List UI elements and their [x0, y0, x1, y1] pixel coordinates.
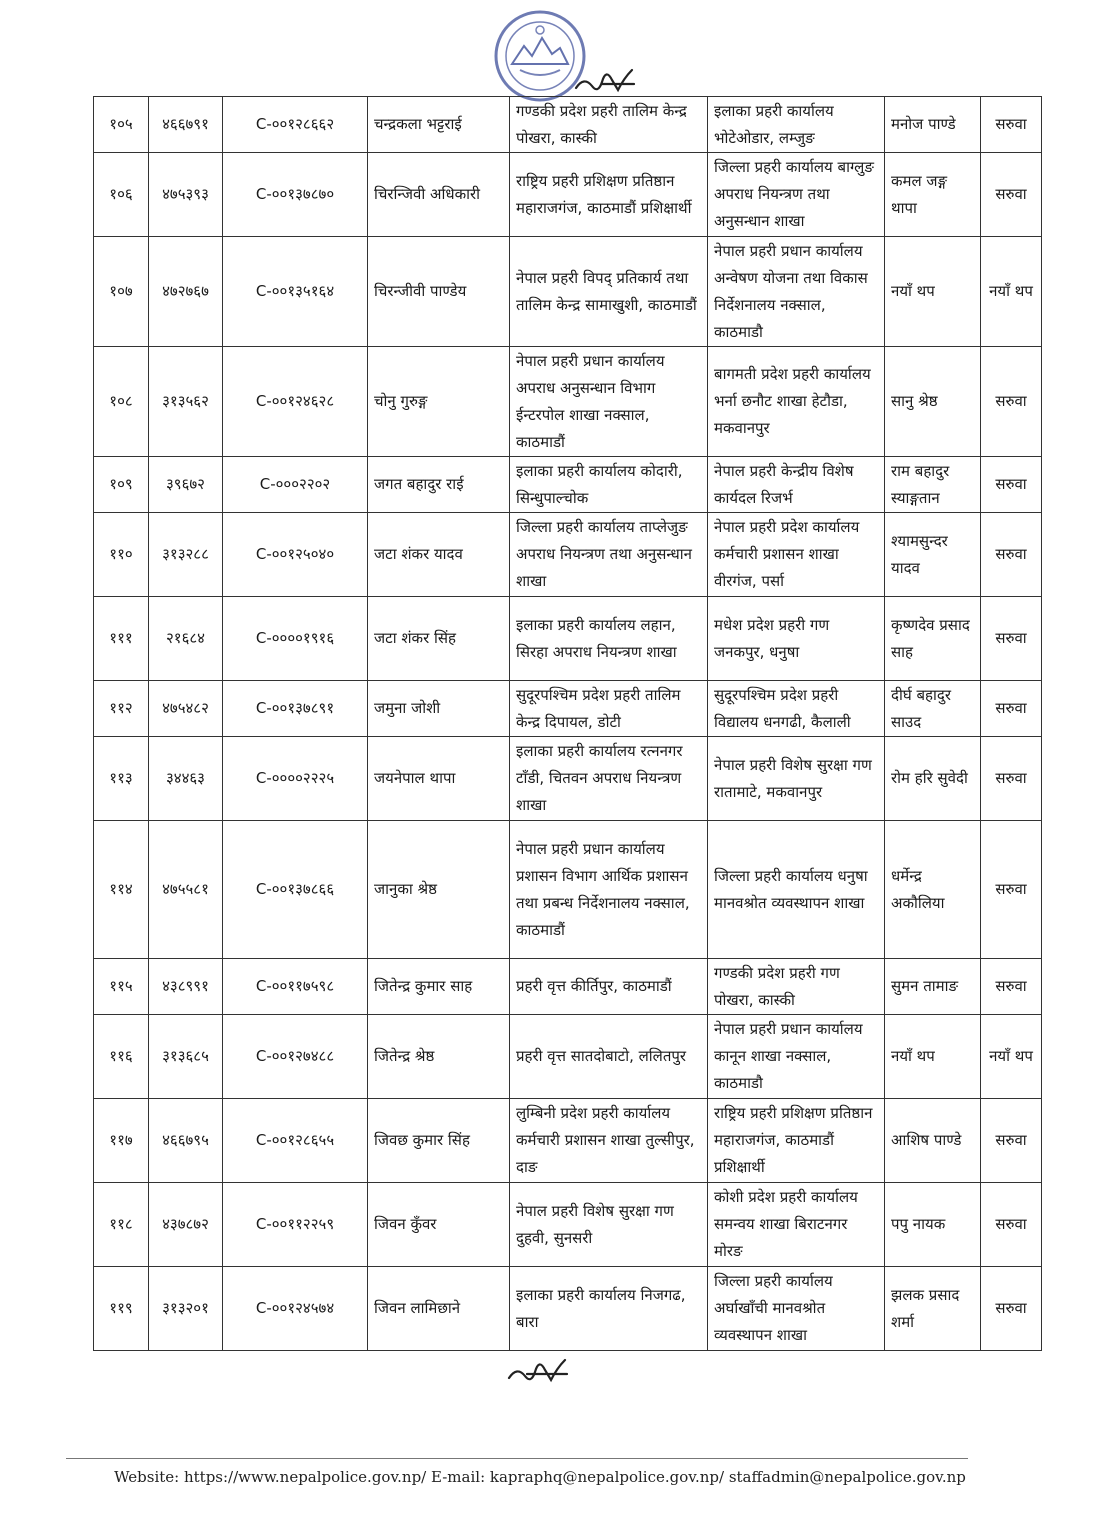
code-cell: C-००००१९१६: [223, 597, 368, 681]
serial-number-cell: १०९: [94, 457, 149, 513]
table-row: [94, 597, 1042, 681]
new-office-cell: नेपाल प्रहरी प्रदेश कार्यालय कर्मचारी प्रशासन शाखा वीरगंज, पर्सा: [708, 513, 885, 597]
new-office-cell: जिल्ला प्रहरी कार्यालय बाग्लुङ अपराध नियन्त्रण तथा अनुसन्धान शाखा: [708, 153, 885, 237]
name-cell: चिरन्जीवी पाण्डेय: [368, 237, 510, 347]
new-office-cell: इलाका प्रहरी कार्यालय भोटेओडार, लम्जुङ: [708, 97, 885, 153]
current-office-cell: लुम्बिनी प्रदेश प्रहरी कार्यालय कर्मचारी प्रशासन शाखा तुल्सीपुर, दाङ: [510, 1099, 708, 1183]
current-office-cell: नेपाल प्रहरी विशेष सुरक्षा गण दुहवी, सुनसरी: [510, 1183, 708, 1267]
serial-number-cell: ११४: [94, 821, 149, 959]
serial-number-cell: ११६: [94, 1015, 149, 1099]
new-office-cell: गण्डकी प्रदेश प्रहरी गण पोखरा, कास्की: [708, 959, 885, 1015]
id-number-cell: ३४४६३: [149, 737, 223, 821]
name-cell: चन्द्रकला भट्टराई: [368, 97, 510, 153]
status-cell: सरुवा: [981, 97, 1042, 153]
replacement-cell: आशिष पाण्डे: [885, 1099, 981, 1183]
personnel-table: [93, 96, 1042, 1351]
id-number-cell: ३१३५६२: [149, 347, 223, 457]
name-cell: चिरन्जिवी अधिकारी: [368, 153, 510, 237]
code-cell: C-००१३७८९१: [223, 681, 368, 737]
signature-icon: [572, 58, 642, 96]
replacement-cell: कृष्णदेव प्रसाद साह: [885, 597, 981, 681]
replacement-cell: राम बहादुर स्याङ्गतान: [885, 457, 981, 513]
new-office-cell: सुदूरपश्चिम प्रदेश प्रहरी विद्यालय धनगढी, कैलाली: [708, 681, 885, 737]
code-cell: C-०००२२०२: [223, 457, 368, 513]
id-number-cell: ३१३६८५: [149, 1015, 223, 1099]
id-number-cell: ४७२७६७: [149, 237, 223, 347]
code-cell: C-००१३७८६६: [223, 821, 368, 959]
id-number-cell: ४३७८७२: [149, 1183, 223, 1267]
serial-number-cell: ११८: [94, 1183, 149, 1267]
code-cell: C-००१२८६५५: [223, 1099, 368, 1183]
footer-contact: Website: https://www.nepalpolice.gov.np/ E-mail: kapraphq@nepalpolice.gov.np/ staffadmin@nepalpolice.gov.np: [114, 1468, 966, 1486]
replacement-cell: श्यामसुन्दर यादव: [885, 513, 981, 597]
current-office-cell: नेपाल प्रहरी प्रधान कार्यालय अपराध अनुसन्धान विभाग ईन्टरपोल शाखा नक्साल, काठमाडौं: [510, 347, 708, 457]
status-cell: सरुवा: [981, 1183, 1042, 1267]
table-row: [94, 153, 1042, 237]
id-number-cell: ४६६७९५: [149, 1099, 223, 1183]
table-row: [94, 457, 1042, 513]
new-office-cell: नेपाल प्रहरी केन्द्रीय विशेष कार्यदल रिजर्भ: [708, 457, 885, 513]
name-cell: जिवछ कुमार सिंह: [368, 1099, 510, 1183]
code-cell: C-००१२५०४०: [223, 513, 368, 597]
serial-number-cell: १०६: [94, 153, 149, 237]
name-cell: जिवन कुँवर: [368, 1183, 510, 1267]
name-cell: जितेन्द्र कुमार साह: [368, 959, 510, 1015]
name-cell: जितेन्द्र श्रेष्ठ: [368, 1015, 510, 1099]
current-office-cell: जिल्ला प्रहरी कार्यालय ताप्लेजुङ अपराध नियन्त्रण तथा अनुसन्धान शाखा: [510, 513, 708, 597]
serial-number-cell: ११२: [94, 681, 149, 737]
current-office-cell: प्रहरी वृत्त कीर्तिपुर, काठमाडौं: [510, 959, 708, 1015]
new-office-cell: मधेश प्रदेश प्रहरी गण जनकपुर, धनुषा: [708, 597, 885, 681]
serial-number-cell: ११५: [94, 959, 149, 1015]
id-number-cell: ३१३२०१: [149, 1267, 223, 1351]
status-cell: सरुवा: [981, 681, 1042, 737]
status-cell: सरुवा: [981, 1267, 1042, 1351]
serial-number-cell: ११०: [94, 513, 149, 597]
current-office-cell: इलाका प्रहरी कार्यालय निजगढ, बारा: [510, 1267, 708, 1351]
replacement-cell: झलक प्रसाद शर्मा: [885, 1267, 981, 1351]
name-cell: जगत बहादुर राई: [368, 457, 510, 513]
name-cell: जटा शंकर यादव: [368, 513, 510, 597]
serial-number-cell: १०८: [94, 347, 149, 457]
table-row: [94, 1099, 1042, 1183]
status-cell: सरुवा: [981, 1099, 1042, 1183]
current-office-cell: प्रहरी वृत्त सातदोबाटो, ललितपुर: [510, 1015, 708, 1099]
code-cell: C-००००२२२५: [223, 737, 368, 821]
status-cell: नयाँ थप: [981, 1015, 1042, 1099]
replacement-cell: सुमन तामाङ: [885, 959, 981, 1015]
name-cell: जमुना जोशी: [368, 681, 510, 737]
id-number-cell: ३९६७२: [149, 457, 223, 513]
status-cell: सरुवा: [981, 513, 1042, 597]
new-office-cell: जिल्ला प्रहरी कार्यालय अर्घाखाँची मानवश्रोत व्यवस्थापन शाखा: [708, 1267, 885, 1351]
replacement-cell: धर्मेन्द्र अकौलिया: [885, 821, 981, 959]
code-cell: C-००११७५९८: [223, 959, 368, 1015]
current-office-cell: इलाका प्रहरी कार्यालय रत्ननगर टाँडी, चितवन अपराध नियन्त्रण शाखा: [510, 737, 708, 821]
footer-divider: [66, 1458, 968, 1459]
code-cell: C-००१२४५७४: [223, 1267, 368, 1351]
new-office-cell: बागमती प्रदेश प्रहरी कार्यालय भर्ना छनौट शाखा हेटौडा, मकवानपुर: [708, 347, 885, 457]
code-cell: C-००१२८६६२: [223, 97, 368, 153]
name-cell: जानुका श्रेष्ठ: [368, 821, 510, 959]
table-row: [94, 821, 1042, 959]
code-cell: C-००१३७८७०: [223, 153, 368, 237]
table-row: [94, 513, 1042, 597]
id-number-cell: ४३८९९१: [149, 959, 223, 1015]
new-office-cell: नेपाल प्रहरी प्रधान कार्यालय अन्वेषण योजना तथा विकास निर्देशनालय नक्साल, काठमाडौ: [708, 237, 885, 347]
table-row: [94, 347, 1042, 457]
status-cell: सरुवा: [981, 457, 1042, 513]
status-cell: नयाँ थप: [981, 237, 1042, 347]
id-number-cell: ४७५३९३: [149, 153, 223, 237]
current-office-cell: इलाका प्रहरी कार्यालय कोदारी, सिन्धुपाल्चोक: [510, 457, 708, 513]
current-office-cell: गण्डकी प्रदेश प्रहरी तालिम केन्द्र पोखरा, कास्की: [510, 97, 708, 153]
table-row: [94, 681, 1042, 737]
table-body: [94, 97, 1042, 1351]
table-row: [94, 1015, 1042, 1099]
name-cell: जिवन लामिछाने: [368, 1267, 510, 1351]
replacement-cell: सानु श्रेष्ठ: [885, 347, 981, 457]
current-office-cell: नेपाल प्रहरी प्रधान कार्यालय प्रशासन विभाग आर्थिक प्रशासन तथा प्रबन्ध निर्देशनालय नक्साल, काठमाडौं: [510, 821, 708, 959]
serial-number-cell: १०५: [94, 97, 149, 153]
table-row: [94, 1267, 1042, 1351]
code-cell: C-००११२२५९: [223, 1183, 368, 1267]
serial-number-cell: १०७: [94, 237, 149, 347]
replacement-cell: दीर्घ बहादुर साउद: [885, 681, 981, 737]
name-cell: जयनेपाल थापा: [368, 737, 510, 821]
code-cell: C-००१२४६२८: [223, 347, 368, 457]
id-number-cell: ३१३२८८: [149, 513, 223, 597]
status-cell: सरुवा: [981, 153, 1042, 237]
replacement-cell: नयाँ थप: [885, 1015, 981, 1099]
status-cell: सरुवा: [981, 347, 1042, 457]
table-row: [94, 237, 1042, 347]
table-row: [94, 959, 1042, 1015]
table-row: [94, 1183, 1042, 1267]
name-cell: चोनु गुरुङ्ग: [368, 347, 510, 457]
serial-number-cell: ११७: [94, 1099, 149, 1183]
serial-number-cell: ११९: [94, 1267, 149, 1351]
new-office-cell: जिल्ला प्रहरी कार्यालय धनुषा मानवश्रोत व्यवस्थापन शाखा: [708, 821, 885, 959]
status-cell: सरुवा: [981, 959, 1042, 1015]
replacement-cell: मनोज पाण्डे: [885, 97, 981, 153]
id-number-cell: ४६६७९१: [149, 97, 223, 153]
name-cell: जटा शंकर सिंह: [368, 597, 510, 681]
replacement-cell: पपु नायक: [885, 1183, 981, 1267]
code-cell: C-००१२७४८८: [223, 1015, 368, 1099]
status-cell: सरुवा: [981, 821, 1042, 959]
signature-icon: [505, 1348, 575, 1386]
current-office-cell: नेपाल प्रहरी विपद् प्रतिकार्य तथा तालिम केन्द्र सामाखुशी, काठमाडौं: [510, 237, 708, 347]
new-office-cell: कोशी प्रदेश प्रहरी कार्यालय समन्वय शाखा बिराटनगर मोरङ: [708, 1183, 885, 1267]
current-office-cell: राष्ट्रिय प्रहरी प्रशिक्षण प्रतिष्ठान महाराजगंज, काठमाडौं प्रशिक्षार्थी: [510, 153, 708, 237]
current-office-cell: सुदूरपश्चिम प्रदेश प्रहरी तालिम केन्द्र दिपायल, डोटी: [510, 681, 708, 737]
status-cell: सरुवा: [981, 597, 1042, 681]
serial-number-cell: ११३: [94, 737, 149, 821]
code-cell: C-००१३५१६४: [223, 237, 368, 347]
table-row: [94, 737, 1042, 821]
replacement-cell: नयाँ थप: [885, 237, 981, 347]
id-number-cell: ४७५५८१: [149, 821, 223, 959]
status-cell: सरुवा: [981, 737, 1042, 821]
current-office-cell: इलाका प्रहरी कार्यालय लहान, सिरहा अपराध नियन्त्रण शाखा: [510, 597, 708, 681]
new-office-cell: राष्ट्रिय प्रहरी प्रशिक्षण प्रतिष्ठान महाराजगंज, काठमाडौं प्रशिक्षार्थी: [708, 1099, 885, 1183]
table-row: [94, 97, 1042, 153]
new-office-cell: नेपाल प्रहरी प्रधान कार्यालय कानून शाखा नक्साल, काठमाडौ: [708, 1015, 885, 1099]
replacement-cell: कमल जङ्ग थापा: [885, 153, 981, 237]
replacement-cell: रोम हरि सुवेदी: [885, 737, 981, 821]
id-number-cell: २१६८४: [149, 597, 223, 681]
new-office-cell: नेपाल प्रहरी विशेष सुरक्षा गण रातामाटे, मकवानपुर: [708, 737, 885, 821]
id-number-cell: ४७५४८२: [149, 681, 223, 737]
serial-number-cell: १११: [94, 597, 149, 681]
